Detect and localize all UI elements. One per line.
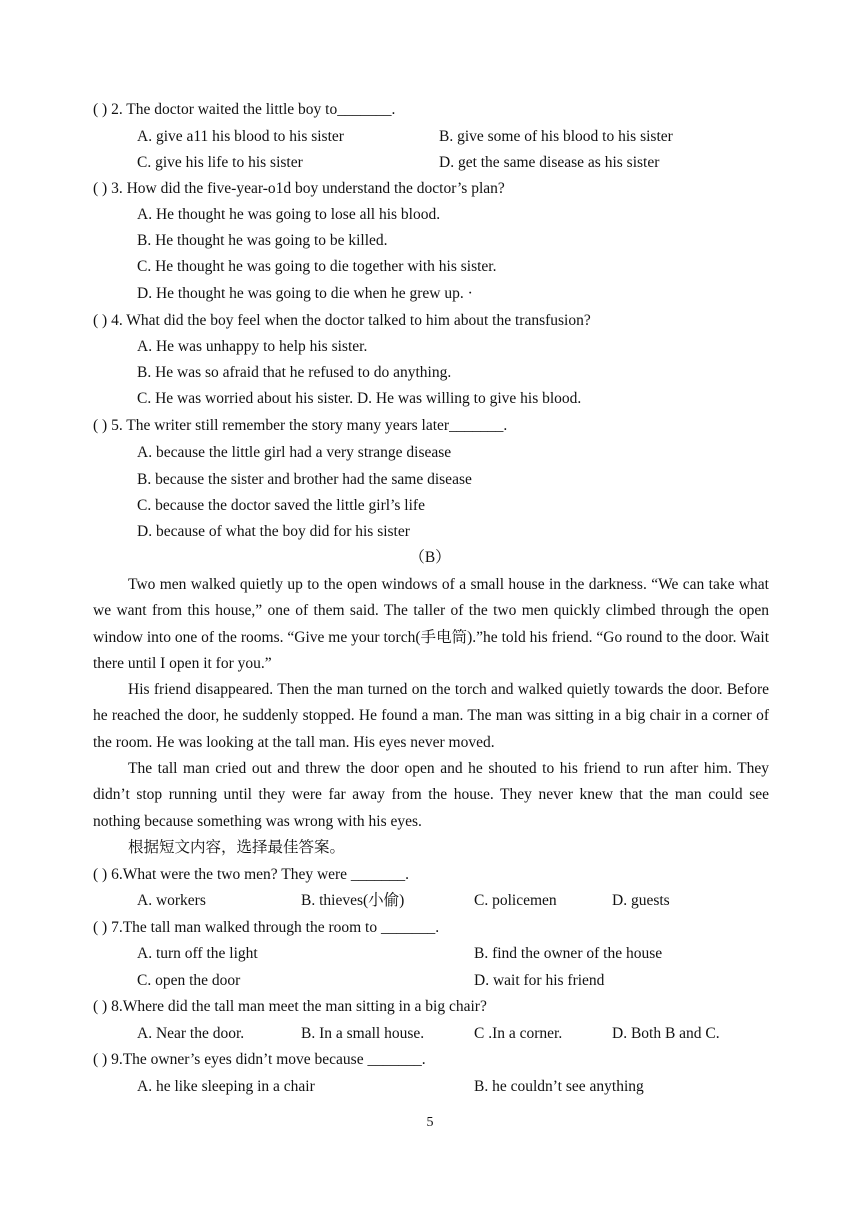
passage-paragraph-2-text: His friend disappeared. Then the man turned on the torch and walked quietly towards the door. Before he reached the door, he suddenly stopped. He found a man. The man was sitting in a big chair in a corner of the room. He was looking at the tall man. His eyes never moved.	[93, 681, 769, 751]
question-5-option-a: A. because the little girl had a very strange disease	[137, 444, 452, 461]
question-9-option-a: A. he like sleeping in a chair	[137, 1078, 315, 1095]
question-3-option-d: D. He thought he was going to die when he grew up. ·	[137, 285, 473, 302]
question-3-option-a: A. He thought he was going to lose all his blood.	[137, 206, 441, 223]
question-2-option-a: A. give a11 his blood to his sister	[137, 128, 344, 145]
question-3-stem: ( ) 3. How did the five-year-o1d boy understand the doctor’s plan?	[93, 180, 505, 197]
question-8-option-c: C .In a corner.	[474, 1025, 563, 1042]
question-3-option-b: B. He thought he was going to be killed.	[137, 232, 388, 249]
section-b-heading: （B）	[409, 549, 451, 566]
question-4-option-b: B. He was so afraid that he refused to do anything.	[137, 364, 452, 381]
question-9-option-b: B. he couldn’t see anything	[474, 1078, 644, 1095]
question-9-stem: ( ) 9.The owner’s eyes didn’t move because _______.	[93, 1051, 426, 1068]
question-8-option-a: A. Near the door.	[137, 1025, 245, 1042]
question-5-stem: ( ) 5. The writer still remember the story many years later_______.	[93, 417, 508, 434]
passage-paragraph-3-text: The tall man cried out and threw the door open and he shouted to his friend to run after him. They didn’t stop running until they were far away from the house. They never knew that the man could see nothing because something was wrong with his eyes.	[93, 760, 769, 830]
question-6-stem: ( ) 6.What were the two men? They were _______.	[93, 866, 410, 883]
question-7-option-b: B. find the owner of the house	[474, 945, 663, 962]
passage-paragraph-1	[93, 572, 769, 677]
question-6-option-b: B. thieves(小偷)	[301, 892, 405, 909]
question-6-option-c: C. policemen	[474, 892, 557, 909]
question-2-stem: ( ) 2. The doctor waited the little boy to_______.	[93, 101, 396, 118]
question-5-option-c: C. because the doctor saved the little girl’s life	[137, 497, 425, 514]
section-b-instruction: 根据短文内容，选择最佳答案。	[128, 839, 346, 856]
question-5-option-d: D. because of what the boy did for his sister	[137, 523, 410, 540]
question-2-option-c: C. give his life to his sister	[137, 154, 303, 171]
question-4-stem: ( ) 4. What did the boy feel when the doctor talked to him about the transfusion?	[93, 312, 591, 329]
question-7-stem: ( ) 7.The tall man walked through the room to _______.	[93, 919, 440, 936]
question-4-options-c-d: C. He was worried about his sister. D. He was willing to give his blood.	[137, 390, 582, 407]
page-number: 5	[426, 1115, 434, 1130]
question-8-stem: ( ) 8.Where did the tall man meet the man sitting in a big chair?	[93, 998, 487, 1015]
question-8-option-b: B. In a small house.	[301, 1025, 425, 1042]
question-3-option-c: C. He thought he was going to die together with his sister.	[137, 258, 497, 275]
question-5-option-b: B. because the sister and brother had the same disease	[137, 471, 472, 488]
question-4-option-a: A. He was unhappy to help his sister.	[137, 338, 368, 355]
question-6-option-a: A. workers	[137, 892, 206, 909]
question-2-option-d: D. get the same disease as his sister	[439, 154, 660, 171]
passage-paragraph-2	[93, 677, 769, 756]
passage-paragraph-1-text: Two men walked quietly up to the open windows of a small house in the darkness. “We can take what we want from this house,” one of them said. The taller of the two men quickly climbed through the open window into one of the rooms. “Give me your torch(手电筒).”he told his friend. “Go round to the door. Wait there until I open it for you.”	[93, 576, 769, 672]
question-7-option-a: A. turn off the light	[137, 945, 258, 962]
question-7-option-c: C. open the door	[137, 972, 241, 989]
question-8-option-d: D. Both B and C.	[612, 1025, 720, 1042]
question-2-option-b: B. give some of his blood to his sister	[439, 128, 673, 145]
passage-paragraph-3	[93, 756, 769, 835]
question-6-option-d: D. guests	[612, 892, 670, 909]
question-7-option-d: D. wait for his friend	[474, 972, 605, 989]
